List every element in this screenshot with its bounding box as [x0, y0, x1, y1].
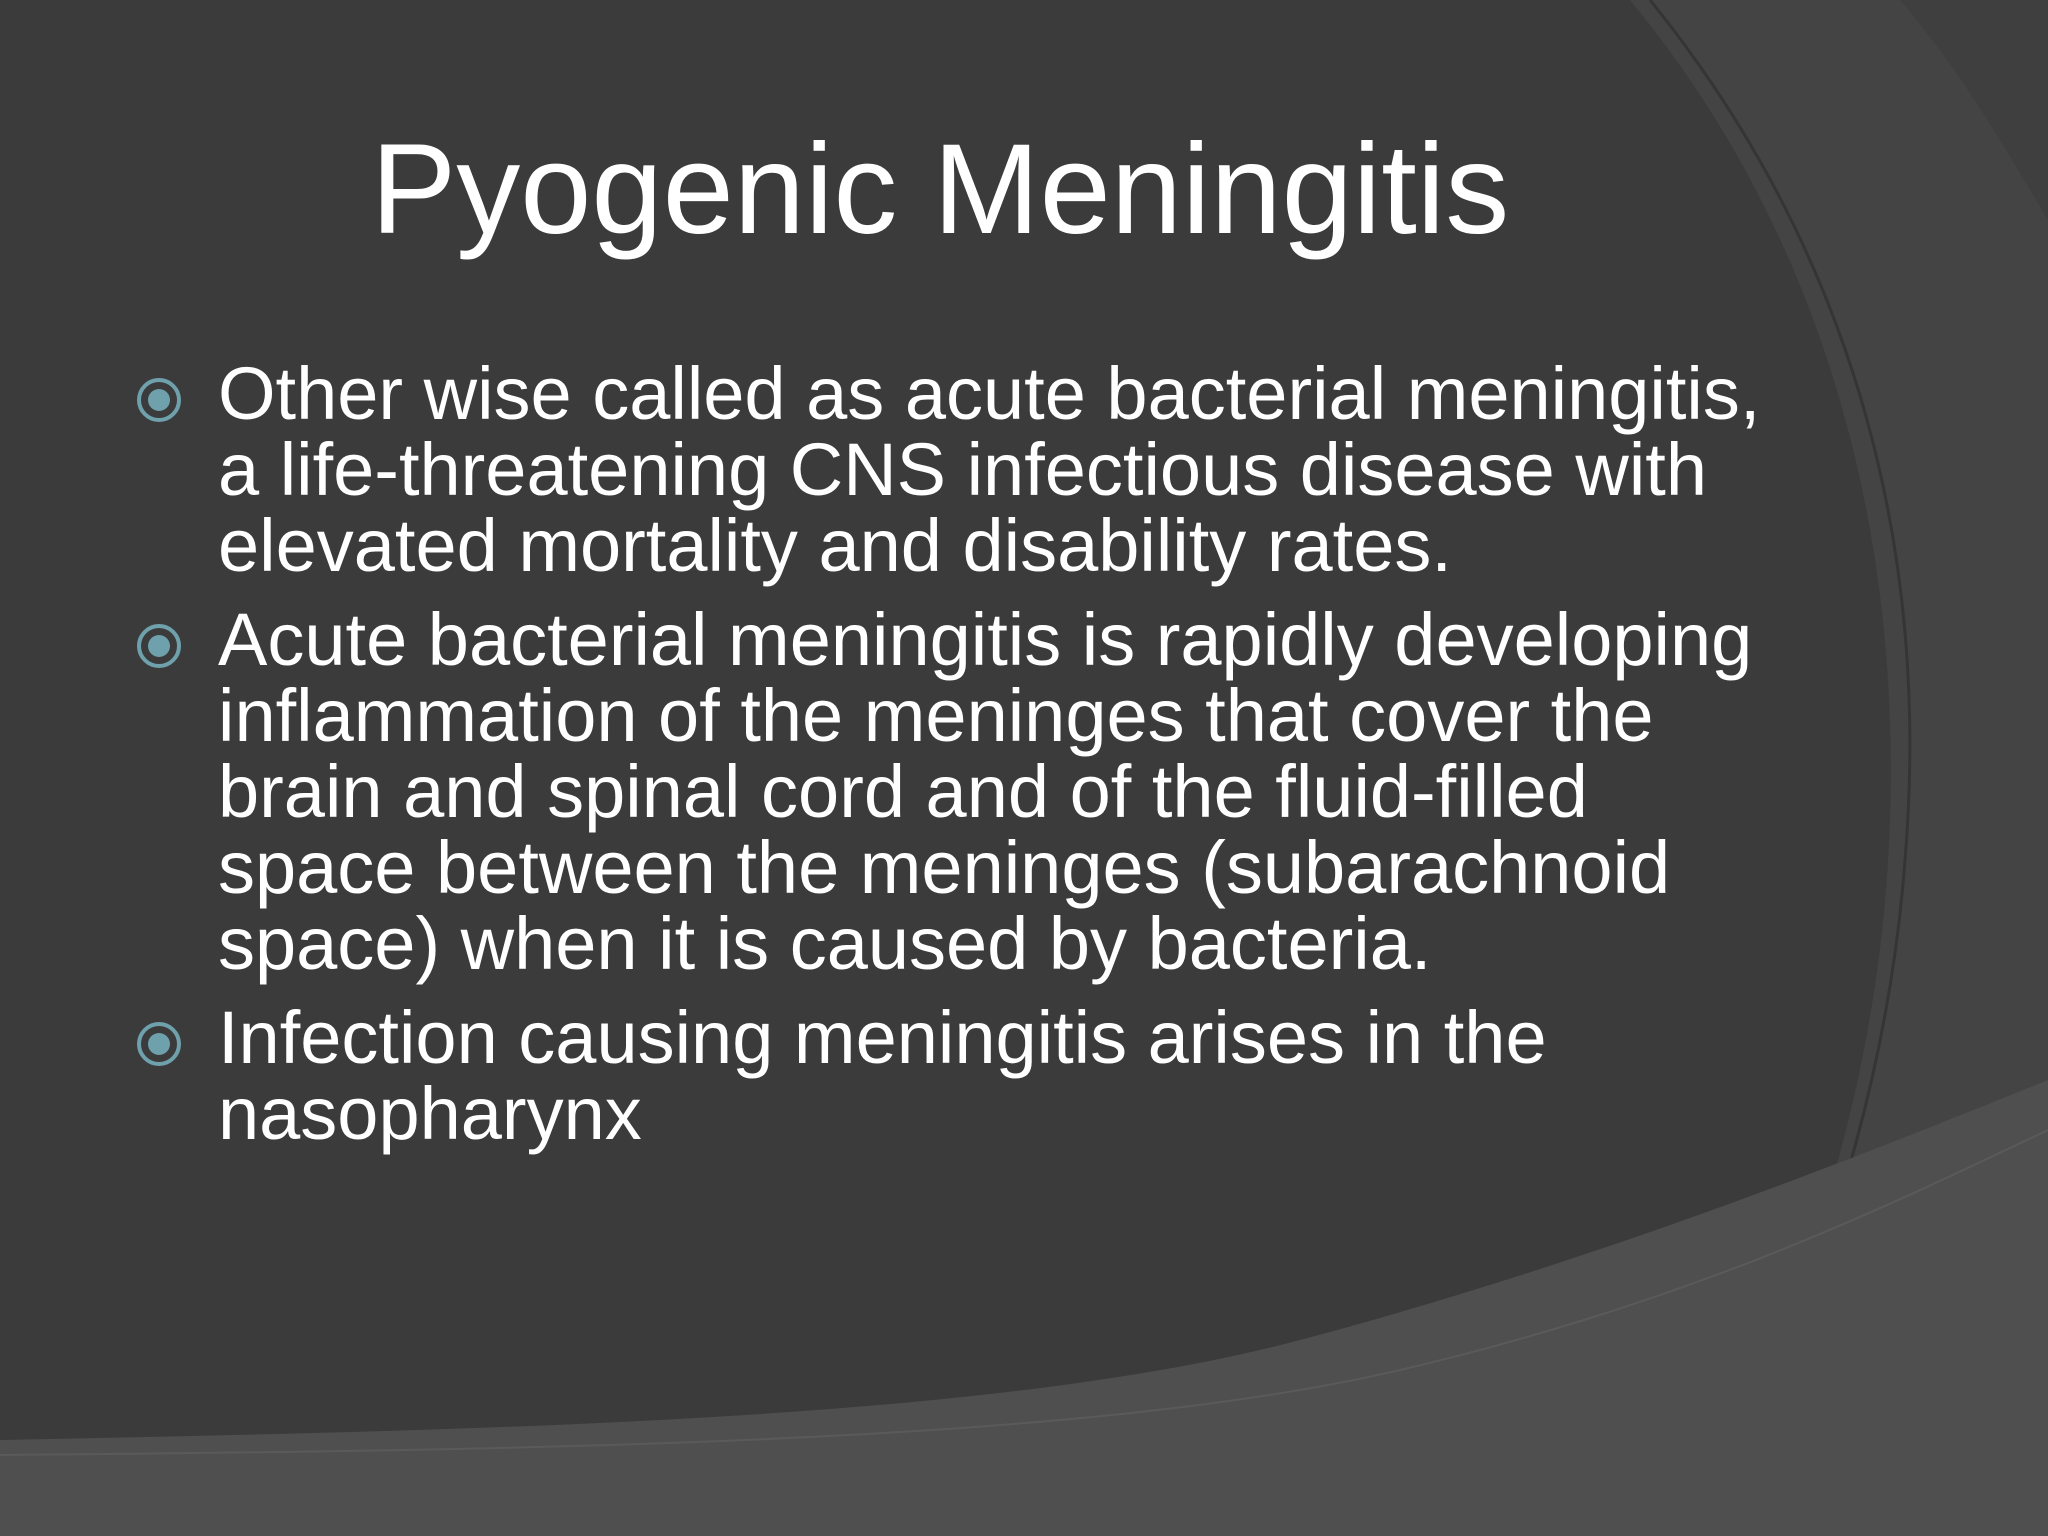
target-circle-icon: [136, 377, 182, 423]
bullet-list: [0, 352, 1800, 1170]
bullet-text: Acute bacterial meningitis is rapidly developing inflammation of the meninges that cover the brain and spinal cord and of the fluid-filled space between the meninges (subarachnoid space) when it is caused by bacteria.: [218, 598, 1753, 985]
target-circle-icon: [136, 1021, 182, 1067]
bullet-text: Infection causing meningitis arises in the nasopharynx: [218, 996, 1547, 1155]
target-circle-icon: [136, 623, 182, 669]
slide-title: Pyogenic Meningitis: [370, 118, 1510, 261]
bullet-item: [0, 598, 1800, 985]
bullet-item: [0, 352, 1800, 587]
bullet-text: Other wise called as acute bacterial meningitis, a life-threatening CNS infectious disease with elevated mortality and disability rates.: [218, 352, 1761, 587]
bullet-item: [0, 996, 1800, 1155]
